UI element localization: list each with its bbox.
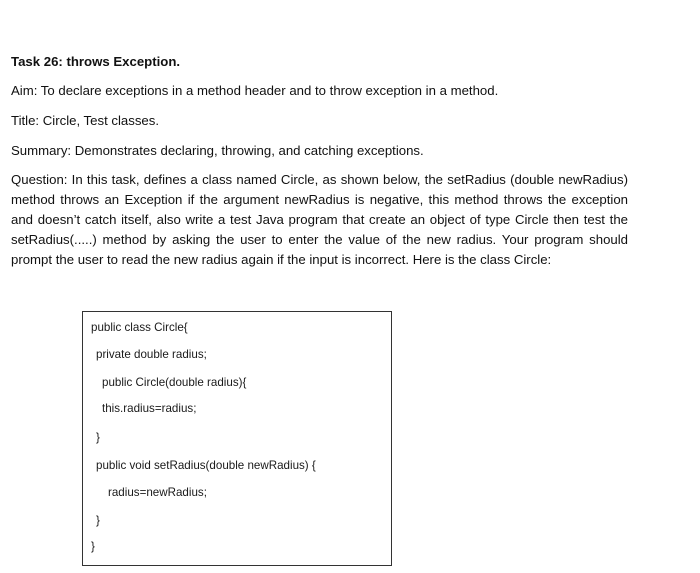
title-text: Title: Circle, Test classes. bbox=[11, 113, 160, 128]
code-line-set-radius: public void setRadius(double newRadius) { bbox=[96, 459, 316, 472]
code-line-assignment: this.radius=radius; bbox=[102, 402, 197, 415]
aim-text: Aim: To declare exceptions in a method header and to throw exception in a method. bbox=[11, 83, 499, 98]
code-line-field: private double radius; bbox=[96, 348, 207, 361]
code-line-class-close: } bbox=[91, 540, 95, 553]
question-paragraph: Question: In this task, defines a class named Circle, as shown below, the setRadius (double newRadius) method throws an Exception if the argument newRadius is negative, this method throws the exception and doesn’t catch itself, also write a test Java program that create an object of type Circle then test the setRadius(.....) method by asking the user to enter the value of the new radius. Your program should prompt the user to read the new radius again if the input is incorrect. Here is the class Circle: bbox=[11, 172, 628, 267]
code-listing-box bbox=[82, 311, 392, 566]
summary-text: Summary: Demonstrates declaring, throwing, and catching exceptions. bbox=[11, 143, 424, 158]
code-line-constructor-close: } bbox=[96, 431, 100, 444]
code-line-set-assignment: radius=newRadius; bbox=[108, 486, 207, 499]
code-line-class-decl: public class Circle{ bbox=[91, 321, 188, 334]
code-line-constructor: public Circle(double radius){ bbox=[102, 376, 247, 389]
task-title: Task 26: throws Exception. bbox=[11, 54, 181, 69]
code-line-method-close: } bbox=[96, 514, 100, 527]
